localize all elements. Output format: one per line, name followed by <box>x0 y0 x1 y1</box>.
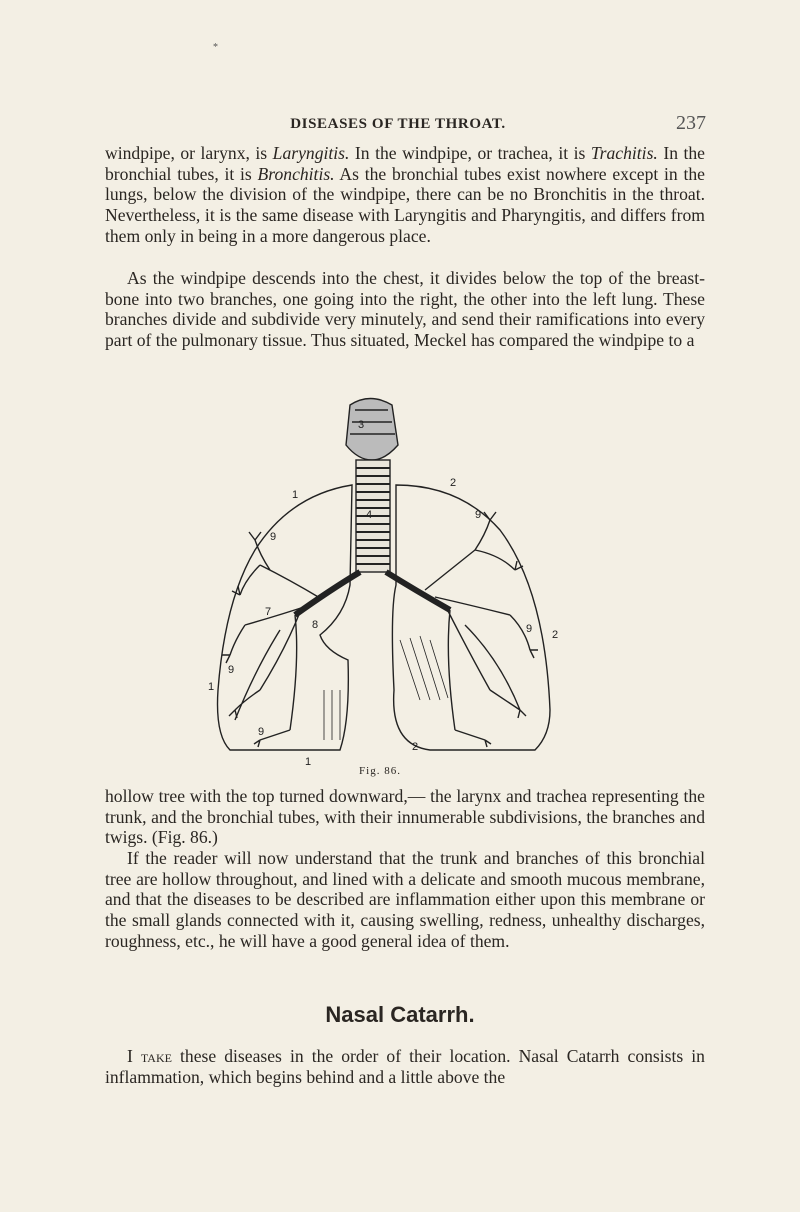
figure-drawing <box>218 399 551 751</box>
fig-label-7: 7 <box>265 606 272 618</box>
paragraph-1-text-4: As the bronchial tubes exist nowhere except in the lungs, below the division of the windpipe, there can be no Bronchitis in the throat. Nevertheless, it is the same disease with Laryngitis and Pharyngitis, and differs from them only in being in a more dangerous place. <box>105 163 705 246</box>
fig-label-1-bottom: 1 <box>305 756 312 765</box>
term-bronchitis: Bronchitis. <box>257 163 335 184</box>
running-head <box>98 112 706 138</box>
fig-label-8: 8 <box>312 619 319 631</box>
section-heading: Nasal Catarrh. <box>325 1002 475 1027</box>
paragraph-1 <box>105 143 705 247</box>
print-mark: * <box>213 42 218 53</box>
fig-label-3: 3 <box>358 419 365 431</box>
main-bronchi <box>295 572 450 615</box>
paragraph-3: hollow tree with the top turned downward,— the larynx and trachea representing the trunk, and the bronchial tubes, with their innumerable subdivisions, the branches and twigs. (Fig. 86.) <box>105 786 705 848</box>
fig-label-9-e: 9 <box>258 726 265 738</box>
larynx-shape <box>346 399 398 461</box>
right-lung-outline <box>392 485 550 750</box>
paragraph-1-text-1: windpipe, or larynx, is <box>105 143 273 163</box>
running-title: DISEASES OF THE THROAT. <box>290 116 506 132</box>
term-laryngitis: Laryngitis. <box>272 143 350 163</box>
paragraph-2: As the windpipe descends into the chest, it divides below the top of the breast-bone into two branches, one going into the right, the other into the left lung. These branches divide and subdivide very minutely, and send their ramifications into every part of the pulmonary tissue. Thus situated, Meckel has compared the windpipe to a <box>105 268 705 351</box>
fig-label-1-upper: 1 <box>292 489 299 501</box>
term-trachitis: Trachitis. <box>590 143 658 163</box>
fig-label-1-left: 1 <box>208 681 215 693</box>
bronchial-tree-figure <box>200 390 570 765</box>
fig-label-9-d: 9 <box>526 623 533 635</box>
section-first-words: I take <box>127 1046 172 1066</box>
fig-label-2-bottom: 2 <box>412 741 419 753</box>
lobe-hatching <box>324 636 448 740</box>
fig-label-9-a: 9 <box>270 531 277 543</box>
figure-caption: Fig. 86. <box>359 765 401 777</box>
left-branches <box>230 540 320 740</box>
fig-label-2-upper: 2 <box>450 477 457 489</box>
section-text: these diseases in the order of their location. Nasal Catarrh consists in inflammation, which begins behind and a little above the <box>105 1046 705 1087</box>
fig-label-4: 4 <box>366 509 373 521</box>
fig-label-9-b: 9 <box>475 509 482 521</box>
paragraph-1-text-2: In the windpipe, or trachea, it is <box>349 143 591 163</box>
fig-label-9-c: 9 <box>228 664 235 676</box>
page-number: 237 <box>676 112 706 134</box>
fig-label-2-right: 2 <box>552 629 559 641</box>
paragraph-4: If the reader will now understand that the trunk and branches of this bronchial tree are hollow throughout, and lined with a delicate and smooth mucous membrane, and that the diseases to be described are inflammation either upon this membrane or the small glands connected with it, causing swelling, redness, unhealthy discharges, roughness, etc., he will have a good general idea of them. <box>105 848 705 951</box>
section-paragraph <box>105 1046 705 1087</box>
paragraph-1-text-3: In the bronchial tubes, it is <box>105 143 705 184</box>
